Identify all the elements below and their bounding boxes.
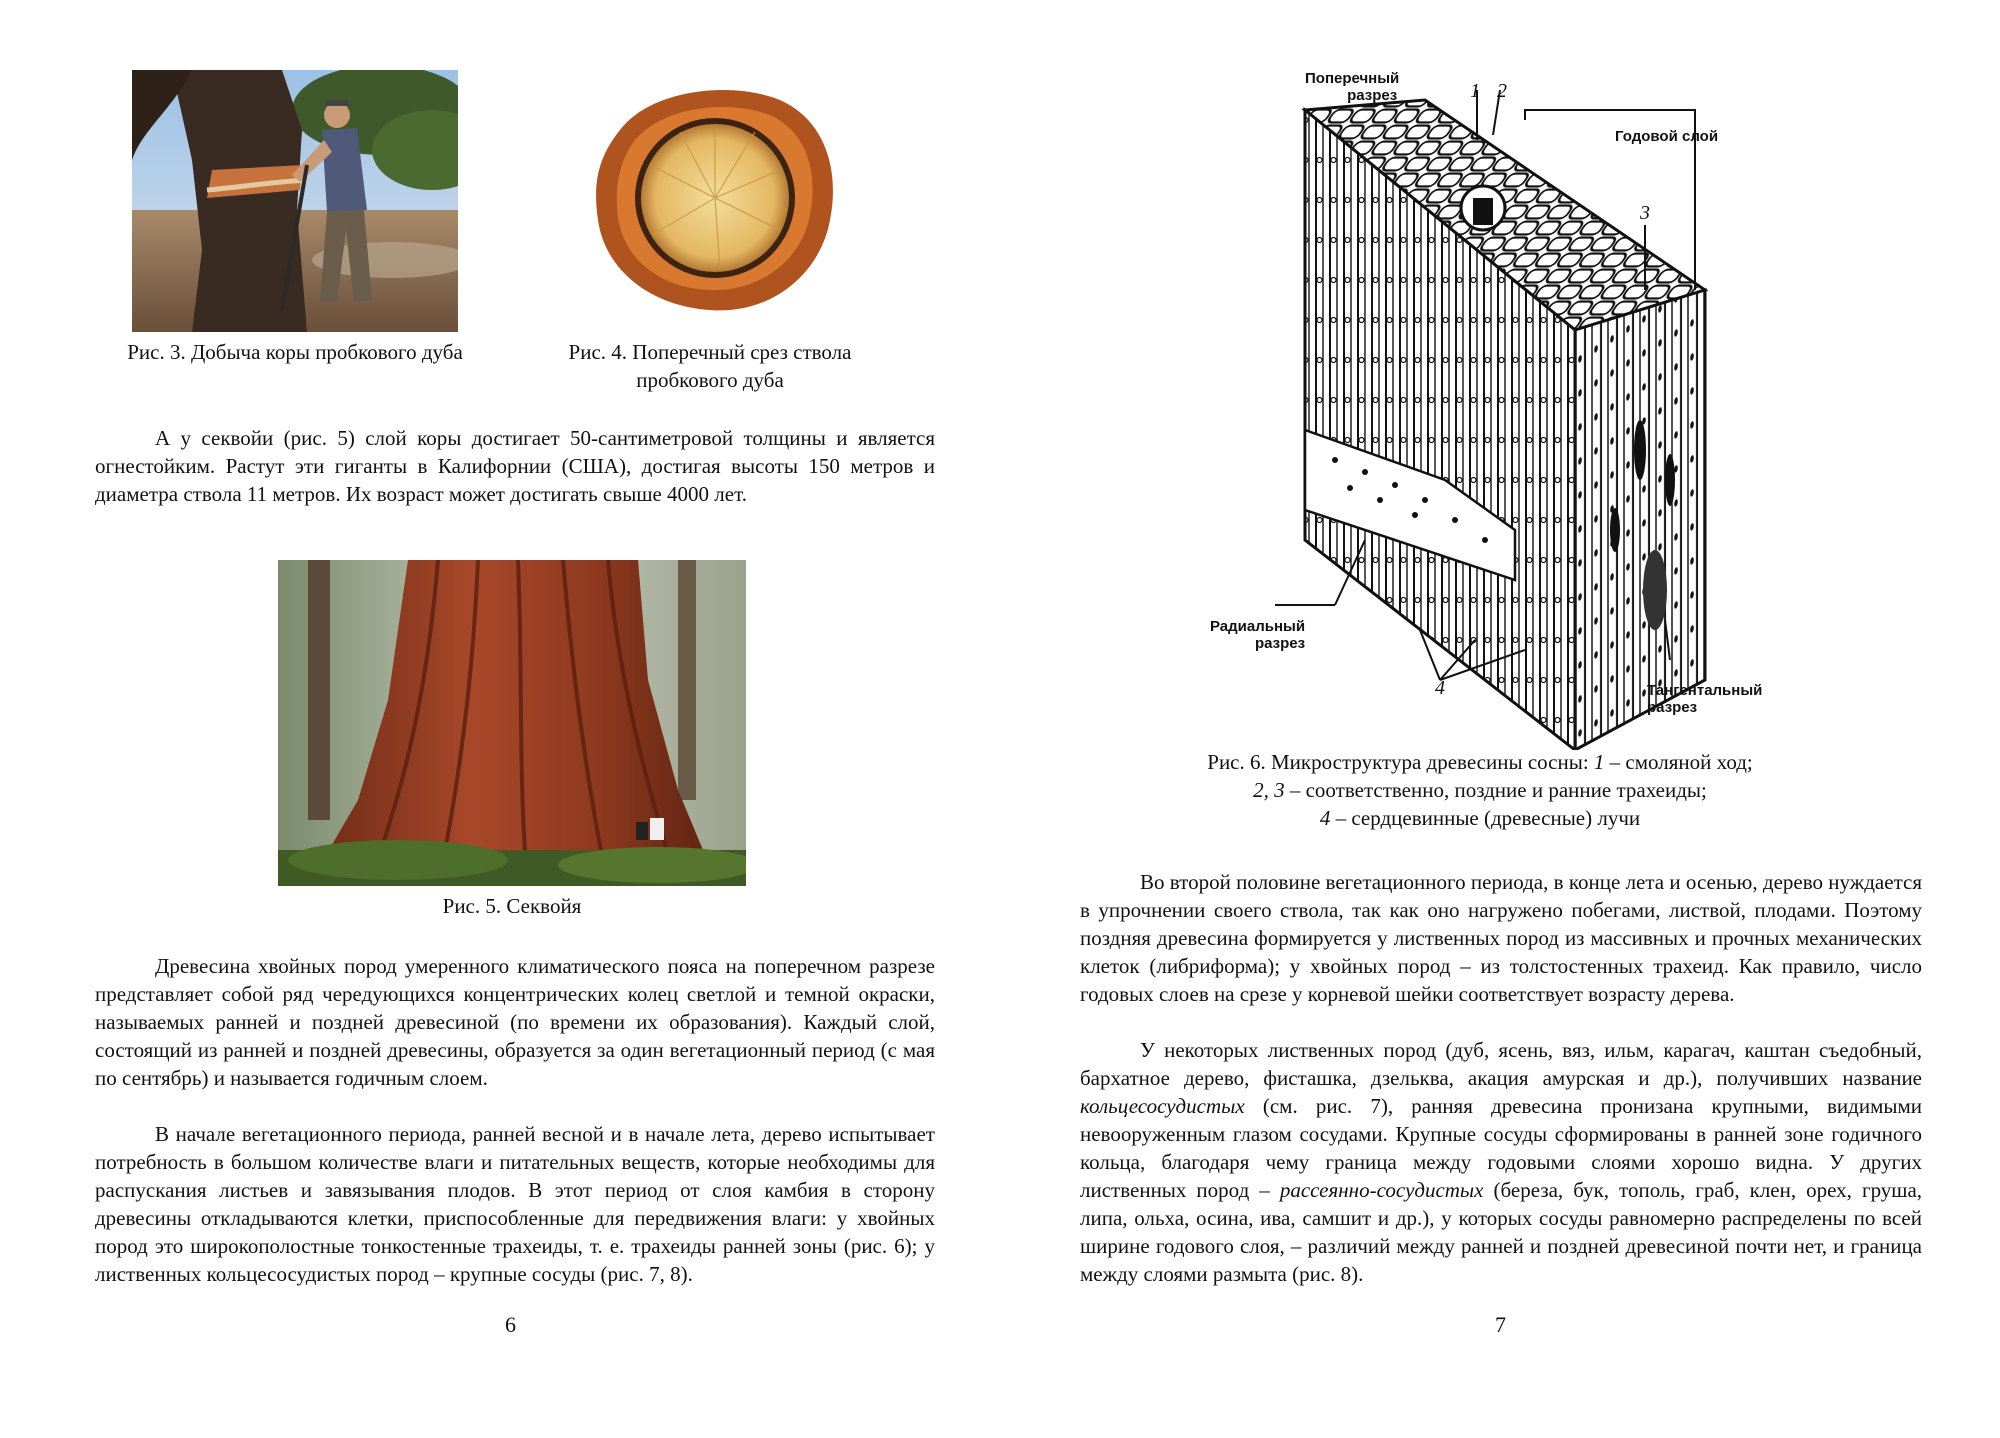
fig4-caption [535, 338, 885, 394]
sequoia-illustration [278, 560, 746, 886]
fig5-caption [278, 892, 746, 920]
fig6-caption-prefix: Рис. 6. Микроструктура древесины сосны: [1207, 750, 1589, 774]
fig6-caption-num23: 2, 3 [1253, 778, 1285, 802]
fig3-caption [95, 338, 495, 366]
label-cross-section-line1: Поперечный [1305, 70, 1400, 87]
label-cross-section [1305, 70, 1399, 104]
fig4-caption-line1: Рис. 4. Поперечный срез ствола [568, 340, 852, 364]
fig6-caption-line2 [1075, 776, 1885, 804]
label-num2: 2 [1497, 80, 1507, 102]
left-paragraph-2: Древесина хвойных пород умеренного климатического пояса на поперечном разрезе представляет собой ряд чередующихся концентрических колец светлой и темной окраски, называемых ранней и поздней древесиной (по времени их образования). Каждый слой, состоящий из ранней и поздней древесины, образуется за один вегетационный период (с мая по сентябрь) и называется годичным слоем. [95, 954, 935, 1090]
fig4-caption-line2: пробкового дуба [636, 368, 784, 392]
fig6-caption-num4: 4 [1319, 806, 1331, 830]
label-tangential-line1: Тангентальный [1647, 682, 1763, 699]
right-paragraph-1: Во второй половине вегетационного периода, в конце лета и осенью, дерево нуждается в упрочнении своего ствола, так как оно нагружено побегами, листвой, плодами. Поэтому поздняя древесина формируется у лиственных пород из массивных и прочных механических клеток (либриформа); у хвойных пород – из толстостенных трахеид. Как правило, число годовых слоев на срезе у корневой шейки соответствует возрасту дерева. [1080, 870, 1922, 1006]
left-paragraph-1: А у секвойи (рис. 5) слой коры достигает 50-сантиметровой толщины и является огнестойким. Растут эти гиганты в Калифорнии (США), достигая высоты 150 метров и диаметра ствола 11 метров. Их возраст может достигать свыше 4000 лет. [95, 426, 935, 506]
label-tangential-line2: разрез [1647, 699, 1698, 716]
label-num4: 4 [1435, 677, 1445, 699]
right-paragraph-2-b: (см. рис. 7), ранняя древесина пронизана крупными, видимыми невооруженным глазом сосудами. Крупные сосуды сформированы в ранней зоне годичного кольца, благодаря чему граница между годовыми слоями хорошо видна. У других лиственных пород – [1080, 1094, 1922, 1202]
right-page [1000, 0, 2000, 1438]
label-tangential [1647, 682, 1762, 716]
fig6-caption-num1: 1 [1593, 750, 1605, 774]
cork-cross-section-illustration [580, 70, 844, 330]
right-paragraph-2-a: У некоторых лиственных пород (дуб, ясень, вяз, ильм, карагач, каштан съедобный, бархатное дерево, фисташка, дзельква, акация амурская и др.), получивших название [1080, 1038, 1922, 1090]
fig3-caption-text: Рис. 3. Добыча коры пробкового дуба [127, 340, 463, 364]
fig6-caption-line1-suffix: – смоляной ход; [1609, 750, 1753, 774]
right-paragraph-2 [1080, 1036, 1922, 1288]
fig3-cork-harvest-photo [132, 70, 458, 332]
label-num3: 3 [1640, 202, 1650, 224]
left-paragraph-3: В начале вегетационного периода, ранней весной и в начале лета, дерево испытывает потребность в большом количестве влаги и питательных веществ, которые необходимы для распускания листьев и завязывания плодов. В этот период от слоя камбия в сторону древесины откладываются клетки, приспособленные для передвижения влаги: у хвойных пород это широкополостные тонкостенные трахеиды, т. е. трахеиды ранней зоны (рис. 6); у лиственных кольцесосудистых пород – крупные сосуды (рис. 7, 8). [95, 1122, 935, 1286]
right-page-number: 7 [1495, 1312, 1506, 1337]
label-annual-layer: Годовой слой [1615, 128, 1719, 145]
label-radial-line2: разрез [1254, 635, 1306, 652]
term-ring-porous: кольцесосудистых [1080, 1094, 1245, 1118]
fig6-caption-line2-suffix: – соответственно, поздние и ранние трахеиды; [1289, 778, 1707, 802]
label-radial [1210, 618, 1305, 652]
fig5-caption-text: Рис. 5. Секвойя [442, 894, 582, 918]
right-paragraph-2-c: (береза, бук, тополь, граб, клен, орех, груша, липа, ольха, осина, ива, самшит и др.), у которых сосуды равномерно распределены по всей ширине годового слоя, – различий между ранней и поздней древесиной почти нет, и граница между слоями размыта (рис. 8). [1080, 1178, 1923, 1286]
label-num1: 1 [1470, 80, 1480, 102]
label-cross-section-line2: разрез [1347, 87, 1398, 104]
fig6-pine-microstructure-diagram [1210, 60, 1775, 750]
cork-harvest-illustration [132, 70, 458, 332]
fig6-caption [1075, 748, 1885, 832]
fig6-caption-line3 [1075, 804, 1885, 832]
fig6-caption-line3-suffix: – сердцевинные (древесные) лучи [1335, 806, 1641, 830]
term-diffuse-porous: рассеянно-сосудистых [1279, 1178, 1484, 1202]
label-radial-line1: Радиальный [1210, 618, 1306, 635]
fig5-sequoia-photo [278, 560, 746, 886]
fig4-cork-cross-section-photo [580, 70, 844, 330]
left-page-number: 6 [505, 1312, 516, 1337]
fig6-caption-line1 [1075, 748, 1885, 776]
